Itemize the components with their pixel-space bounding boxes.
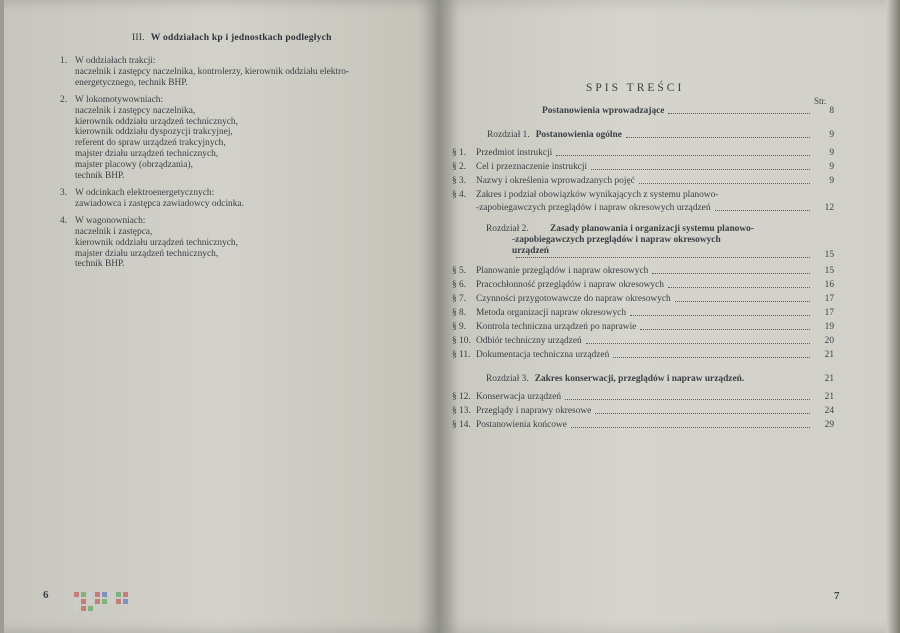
toc-entry [452,148,834,158]
item-line: naczelnik i zastępca, [75,226,153,237]
toc-entry-text: Przedmiot instrukcji [476,148,553,158]
page-edge [0,0,4,633]
item-number: 4. [60,215,68,226]
chapter-title: -zapobiegawczych przeglądów i napraw okresowych [512,235,721,245]
toc-entry [452,392,834,402]
toc-entry-text: -zapobiegawczych przeglądów i napraw okresowych urządzeń [476,203,711,213]
section-number: § 10. [452,336,471,346]
toc-entry-text: Metoda organizacji napraw okresowych [476,308,627,318]
item-line: zawiadowca i zastępca zawiadowcy odcinka. [75,198,244,209]
toc-entry-text: Cel i przeznaczenie instrukcji [476,162,588,172]
toc-entry [452,176,834,186]
chapter-title: Postanowienia ogólne [535,130,622,140]
toc-entry-page: 12 [824,203,834,213]
toc-entry-page: 9 [829,162,834,172]
toc-entry [452,280,834,290]
page-column-label: Str. [814,96,827,106]
toc-entry-text: Postanowienia końcowe [476,420,567,430]
toc-entry-page: 24 [824,406,834,416]
toc-entry [452,294,834,304]
section-number: § 2. [452,162,467,172]
section-number: § 9. [452,322,467,332]
toc-entry-text: Nazwy i określenia wprowadzanych pojęć [476,176,635,186]
section-number: § 8. [452,308,467,318]
section-number: § 12. [452,392,471,402]
item-line: referent do spraw urządzeń trakcyjnych, [75,138,226,149]
item-heading: W oddziałach trakcji: [75,56,156,66]
toc-entry [452,350,834,360]
list-item [60,56,430,89]
toc-entry [452,322,834,332]
toc-entry-text: Kontrola techniczna urządzeń po naprawie [476,322,637,332]
toc-entry-text: Pracochłonność przeglądów i napraw okresowych [476,280,664,290]
chapter-label: Rozdział 1. [487,130,530,140]
toc-entry-page: 17 [824,294,834,304]
item-number: 2. [60,94,68,105]
section-number: § 1. [452,148,467,158]
toc-entry-text: Czynności przygotowawcze do napraw okresowych [476,294,671,304]
toc-entry-text: Konserwacja urządzeń [476,392,562,402]
item-number: 3. [60,187,68,198]
toc-entry [452,190,834,200]
toc-entry-page: 29 [824,420,834,430]
item-line: majster działu urządzeń technicznych, [75,248,219,259]
item-line: naczelnik i zastępcy naczelnika, [75,105,196,116]
page-number: 6 [43,589,49,601]
item-line: kierownik oddziału urządzeń technicznych, [75,237,238,248]
toc-entry-text: Postanowienia wprowadzające [542,106,665,116]
toc-entry-page: 19 [824,322,834,332]
section-number: § 14. [452,420,471,430]
toc-entry-page: 8 [829,106,834,116]
chapter-label: Rozdział 3. [486,374,529,384]
item-line: naczelnik i zastępcy naczelnika, kontrolerzy, kierownik oddziału elektro- [75,66,350,77]
section-number: § 5. [452,266,467,276]
toc-entry-page: 21 [824,350,834,360]
watermark-stamp [74,592,132,610]
toc-entry [452,406,834,416]
toc-entry-page: 17 [824,308,834,318]
toc-entry-page: 15 [824,250,834,260]
page-edge [886,0,900,633]
section-number: § 7. [452,294,467,304]
section-number: § 3. [452,176,467,186]
toc-entry-text: Planowanie przeglądów i napraw okresowych [476,266,649,276]
item-line: technik BHP. [75,171,125,182]
list-item [60,95,430,182]
toc-chapter [452,374,834,384]
toc-entry-continuation [452,203,834,213]
toc-entry-page: 9 [829,148,834,158]
toc-entry-text: Zakres i podział obowiązków wynikających z systemu planowo- [476,190,719,200]
list-item [60,216,430,271]
toc-entry [452,266,834,276]
toc-chapter [452,130,834,140]
unit-list [60,56,430,276]
section-number: § 11. [452,350,471,360]
item-heading: W wagonowniach: [75,215,146,226]
toc-entry-page: 9 [829,130,834,140]
item-heading: W odcinkach elektroenergetycznych: [75,187,215,198]
list-item [60,188,430,210]
section-number: § 13. [452,406,471,416]
section-number: § 4. [452,190,467,200]
chapter-label: Rozdział 2. [486,224,529,234]
toc-entry-page: 20 [824,336,834,346]
page-number: 7 [834,590,840,602]
toc-entry [452,250,834,260]
section-heading [132,32,332,43]
item-heading: W lokomotywowniach: [75,94,164,105]
item-line: kierownik oddziału dyspozycji trakcyjnej, [75,127,233,138]
item-line: majster placowy (obrządzania), [75,160,193,171]
section-numeral: III. [132,32,145,43]
toc-entry [452,308,834,318]
toc-entry-text: Przeglądy i naprawy okresowe [476,406,592,416]
toc-entry [452,420,834,430]
toc-entry-page: 21 [824,374,834,384]
chapter-title: Zasady planowania i organizacji systemu planowo- [550,224,754,234]
section-number: § 6. [452,280,467,290]
item-line: technik BHP. [75,259,125,270]
item-line: kierownik oddziału urządzeń technicznych, [75,116,238,127]
toc-entry-page: 9 [829,176,834,186]
toc-entry-page: 15 [824,266,834,276]
chapter-title: urządzeń [512,246,549,256]
toc-entry [452,336,834,346]
toc-title: SPIS TREŚCI [586,82,685,94]
toc-entry-text: Dokumentacja techniczna urządzeń [476,350,610,360]
chapter-title: Zakres konserwacji, przeglądów i napraw urządzeń. [534,374,745,384]
toc-entry [452,106,834,116]
toc-entry-page: 21 [824,392,834,402]
item-number: 1. [60,56,68,66]
toc-entry-page: 16 [824,280,834,290]
toc-entry [452,162,834,172]
section-title: W oddziałach kp i jednostkach podległych [150,32,332,43]
toc-entry-text: Odbiór techniczny urządzeń [476,336,582,346]
left-page [0,0,440,633]
item-line: energetycznego, technik BHP. [75,77,188,88]
item-line: majster działu urządzeń technicznych, [75,149,219,160]
